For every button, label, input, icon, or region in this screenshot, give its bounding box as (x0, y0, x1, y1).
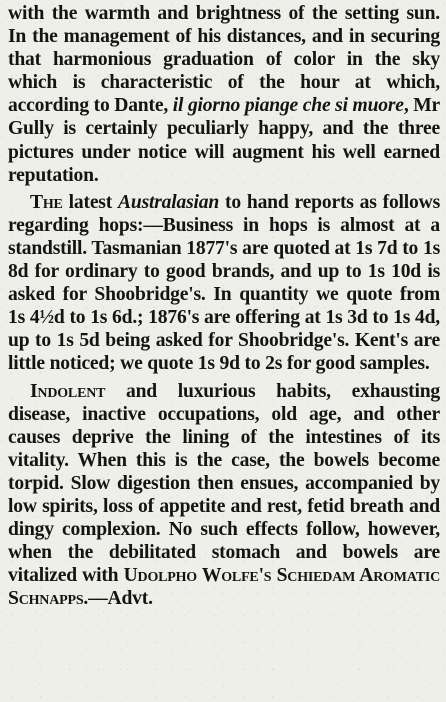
dante-quote: il giorno piange che si muore (172, 95, 404, 117)
paragraph-gully (8, 2, 440, 187)
paragraph-advert (8, 380, 440, 611)
advert-brand: Udolpho Wolfe's Schiedam Aromatic Schnapps. (8, 565, 440, 610)
paragraph-hops (8, 191, 440, 376)
advert-end: —Advt. (88, 588, 153, 610)
hops-text-b: to hand reports as follows regarding hops:—Business in hops is almost at a standstill. Tasmanian 1877's are quoted at 1s 7d to 1s 8d for ordinary to good brands, and up to 1s 10d is asked for Shoobridge's. In quantity we quote from 1s 4½d to 1s 6d.; 1876's are offering at 1s 3d to 1s 4d, up to 1s 5d being asked for Shoobridge's. Kent's are little noticed; we quote 1s 9d to 2s for good samples. (8, 191, 441, 375)
advert-text: and luxurious habits, exhausting disease, inactive occupations, old age, and other causes deprive the lining of the intestines of its vitality. When this is the case, the bowels become torpid. Slow digestion then ensues, accompanied by low spirits, loss of appetite and rest, fetid breath and dingy complexion. No such effects follow, however, when the debilitated stomach and bowels are vitalized with (8, 380, 440, 587)
advert-lead: Indolent (30, 380, 106, 402)
gully-text: with the warmth and brightness of the setting sun. In the management of his distances, and in securing that harmonious graduation of color in the sky which is characteristic of the hour at which, according to Dante, (8, 3, 440, 117)
gully-text-end: , Mr Gully is certainly peculiarly happy, and the three pictures under notice will augment his well earned reputation. (8, 95, 441, 186)
hops-lead: The (30, 191, 63, 213)
hops-text-a: latest (62, 191, 119, 213)
australasian-title: Australasian (118, 191, 220, 213)
